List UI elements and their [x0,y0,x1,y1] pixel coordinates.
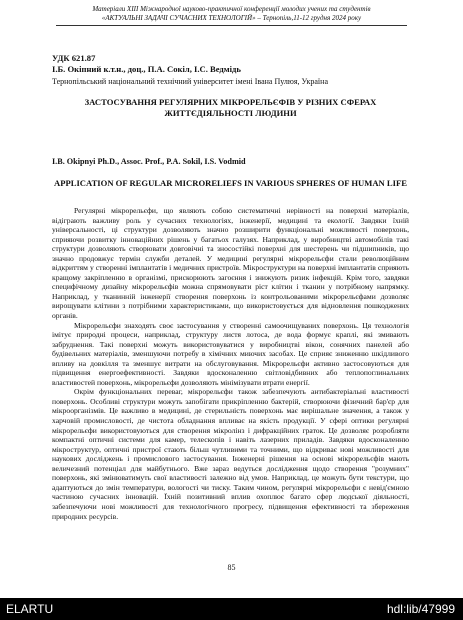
authors-english: I.B. Okipnyi Ph.D., Assoc. Prof., P.A. Sokil, I.S. Vodmid [52,157,246,166]
footer-bar [0,598,463,620]
repository-label: ELARTU [6,602,54,616]
body-paragraph: Мікрорельєфи знаходять своє застосування у створенні самоочищуваних поверхонь. Ця технологія імітує природні процеси, наприклад, структуру листя лотоса, де вода формує краплі, які змивають забруднення. Такі поверхні можуть використовуватися у виробництві вікон, сонячних панелей або будівельних матеріалів, зменшуючи потребу в хімічних миючих засобах. Це сприяє зниженню шкідливого впливу на довкілля та зменшує витрати на обслуговування. Мікрорельєфи активно застосовуються для підвищення енергоефективності. Завдяки вдосконаленню світловідбивних або теплопоглинальних властивостей поверхонь, мікрорельєфи дозволяють мінімізувати втрати енергії. [52,320,409,387]
page-number: 85 [227,563,236,572]
udk-code: УДК 621.87 [52,53,96,63]
handle-identifier: hdl:lib/47999 [386,602,455,616]
conference-header-line-2: «АКТУАЛЬНІ ЗАДАЧІ СУЧАСНИХ ТЕХНОЛОГІЙ» – Тернопіль,11-12 грудня 2024 року [101,14,362,22]
article-body [52,206,409,521]
body-paragraph: Регулярні мікрорельєфи, що являють собою систематичні нерівності на поверхні матеріалів, відіграють важливу роль у сучасних технологіях, інженерії, медицині та екології. Завдяки їхній універсальності, ці структури дозволяють значно розширити функціональні можливості поверхонь, сприяючи розвитку інноваційних рішень у багатьох галузях. Наприклад, у виробництві автомобілів такі структури дозволяють створювати довговічні та зносостійкі поверхні для шестерень чи підшипників, що значно продовжує термін служби деталей. У медицині регулярні мікрорельєфи стали революційним відкриттям у створенні імплантатів і медичних пристроїв. Мікроструктури на поверхні імплантатів сприяють кращому закріпленню в організмі, прискорюють загоєння і знижують ризик інфекцій. Крім того, завдяки специфічному дизайну мікрорельєфів можна спрямовувати ріст клітин і тканин у потрібному напрямку. Наприклад, у тканинній інженерії створення поверхонь із контрольованими мікрорельєфами дозволяє вирощувати клітини з потрібними характеристиками, що використовується для відновлення пошкоджених органів. [52,206,409,321]
body-paragraph: Окрім функціональних переваг, мікрорельєфи також забезпечують антибактеріальні властивості поверхонь. Особливі структури можуть запобігати прикріпленню бактерій, створюючи фізичний бар'єр для мікроорганізмів. Це важливо в медицині, де стерильність поверхонь має вирішальне значення, а також у харчовій промисловості, де чистота обладнання впливає на якість продукції. У сфері оптики регулярні мікрорельєфи використовуються для створення мікролінз і дифракційних граток. Це дозволяє розробляти компактні оптичні системи для камер, телескопів і навіть лазерних приладів. Завдяки вдосконаленню мікроструктур, оптичні пристрої стають більш чутливими та точними, що відкриває нові можливості для наукових досліджень і промислового застосування. Інженерні рішення на основі мікрорельєфів мають величезний потенціал для майбутнього. Вже зараз ведуться дослідження щодо створення "розумних" поверхонь, які змінюватимуть свої властивості залежно від умов. Наприклад, це можуть бути текстури, що адаптуються до змін температури, вологості чи тиску. Таким чином, регулярні мікрорельєфи є невід'ємною частиною сучасних інновацій. Їхній позитивний вплив охоплює багато сфер людської діяльності, забезпечуючи нові можливості для технологічного прогресу, підвищення ефективності та збереження природних ресурсів. [52,387,409,521]
article-title-ukrainian: ЗАСТОСУВАННЯ РЕГУЛЯРНИХ МІКРОРЕЛЬЄФІВ У РІЗНИХ СФЕРАХ ЖИТТЄДІЯЛЬНОСТІ ЛЮДИНИ [84,97,377,118]
conference-header [0,5,463,23]
affiliation: Тернопільський національний технічний університет імені Івана Пулюя, Україна [52,77,328,86]
conference-header-line-1: Матеріали ХІІІ Міжнародної науково-практичної конференції молодих учених та студентів [92,5,371,13]
authors-ukrainian: І.Б. Окіпний к.т.н., доц., П.А. Сокіл, І.С. Ведмідь [52,64,241,74]
header-divider [56,25,407,26]
article-title-english: APPLICATION OF REGULAR MICRORELIEFS IN VARIOUS SPHERES OF HUMAN LIFE [54,178,407,188]
